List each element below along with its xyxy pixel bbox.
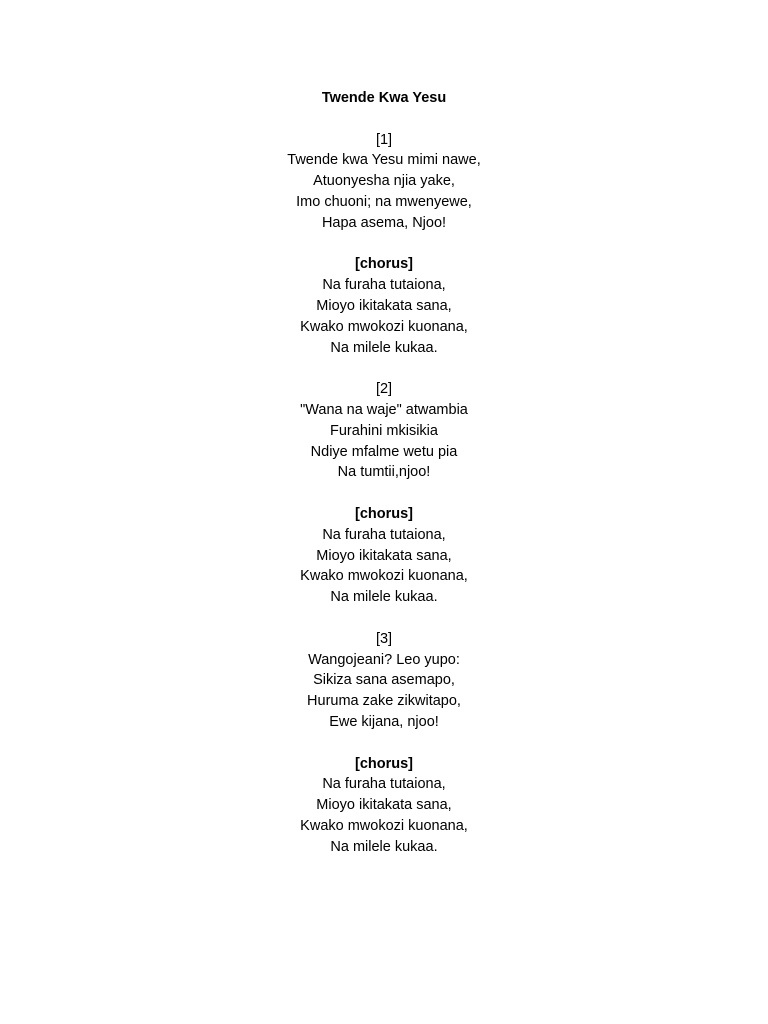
lyric-line: "Wana na waje" atwambia (300, 401, 468, 418)
lyric-line: Twende kwa Yesu mimi nawe, (287, 152, 481, 169)
lyric-line: Furahini mkisikia (330, 422, 438, 439)
chorus-label: [chorus] (355, 505, 413, 522)
lyric-line: Kwako mwokozi kuonana, (300, 318, 468, 335)
lyric-line: Hapa asema, Njoo! (321, 214, 447, 231)
chorus-label: [chorus] (355, 256, 413, 273)
lyric-line: Mioyo ikitakata sana, (316, 297, 452, 314)
song-sections (0, 130, 768, 858)
verse-number: [2] (375, 381, 393, 398)
lyric-line: Kwako mwokozi kuonana, (300, 568, 468, 585)
lyric-line: Na furaha tutaiona, (322, 277, 446, 294)
lyric-line: Huruma zake zikwitapo, (307, 693, 461, 710)
lyric-line: Na milele kukaa. (330, 589, 438, 606)
lyric-line: Ndiye mfalme wetu pia (310, 443, 458, 460)
song-lyrics (0, 88, 768, 857)
chorus-block (0, 254, 768, 358)
lyric-line: Na milele kukaa. (330, 838, 438, 855)
chorus-label: [chorus] (355, 755, 413, 772)
chorus-block (0, 754, 768, 858)
lyric-line: Kwako mwokozi kuonana, (300, 817, 468, 834)
song-title: Twende Kwa Yesu (321, 90, 447, 106)
lyric-line: Ewe kijana, njoo! (329, 713, 439, 730)
lyric-line: Wangojeani? Leo yupo: (308, 651, 460, 668)
lyric-line: Mioyo ikitakata sana, (316, 797, 452, 814)
lyric-line: Na tumtii,njoo! (337, 464, 431, 481)
chorus-block (0, 504, 768, 608)
lyric-line: Imo chuoni; na mwenyewe, (296, 193, 472, 210)
verse-number: [3] (375, 630, 393, 647)
lyric-line: Na furaha tutaiona, (322, 776, 446, 793)
verse-block (0, 130, 768, 234)
verse-number: [1] (375, 131, 393, 148)
lyric-line: Atuonyesha njia yake, (313, 173, 455, 190)
lyric-line: Na milele kukaa. (330, 339, 438, 356)
verse-block (0, 629, 768, 733)
lyric-line: Na furaha tutaiona, (322, 526, 446, 543)
lyric-line: Mioyo ikitakata sana, (316, 547, 452, 564)
verse-block (0, 379, 768, 483)
lyric-line: Sikiza sana asemapo, (313, 672, 455, 689)
